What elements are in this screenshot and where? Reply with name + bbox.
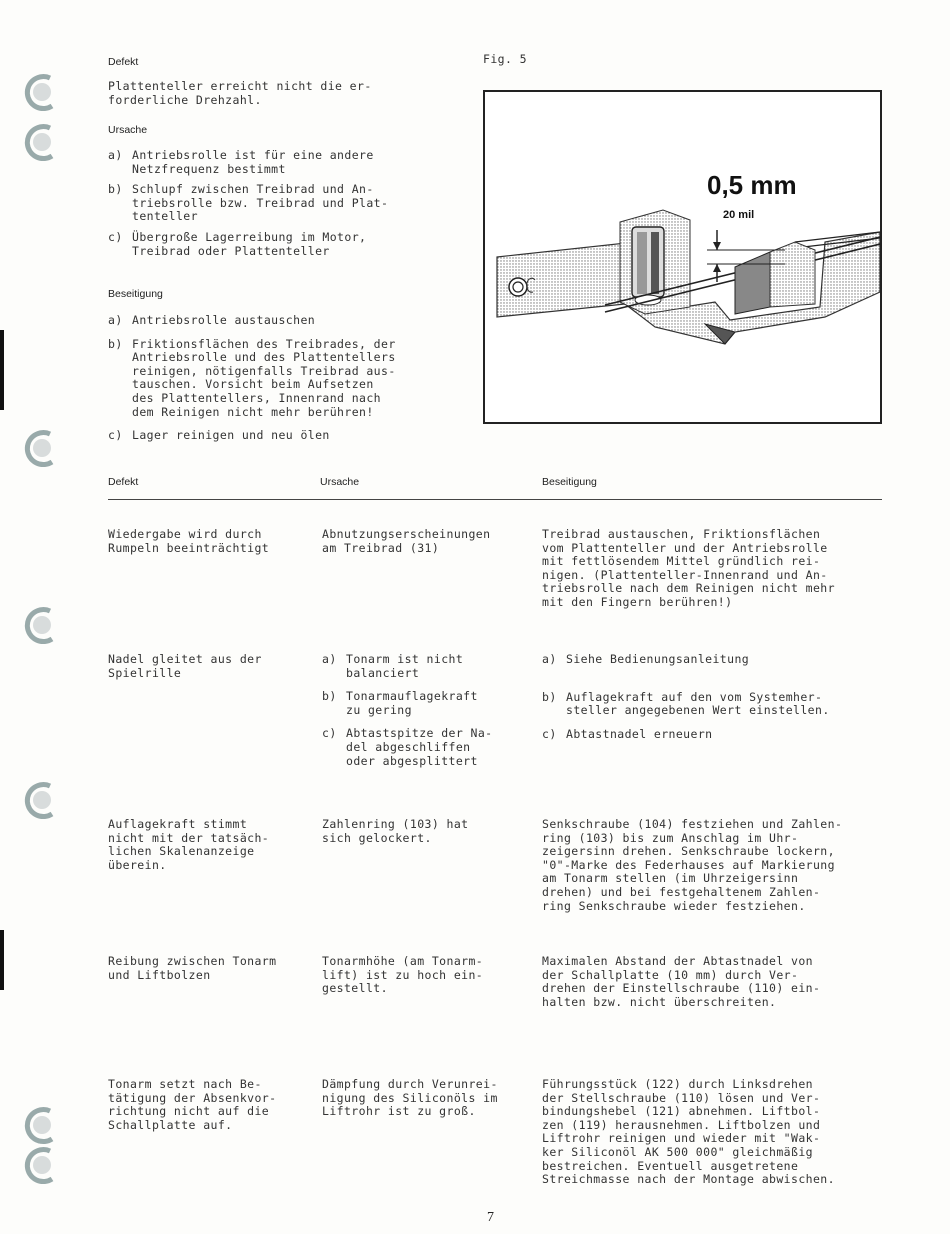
- table-row-defekt: Tonarm setzt nach Be- tätigung der Absenkvor- richtung nicht auf die Schallplatte auf.: [108, 1077, 277, 1132]
- ursache-item: b) Schlupf zwischen Treibrad und An- triebsrolle bzw. Treibrad und Plat- tenteller: [108, 182, 389, 224]
- ursache-item: a) Antriebsrolle ist für eine andere Netzfrequenz bestimmt: [108, 148, 374, 176]
- table-row-ursache: Dämpfung durch Verunrei- nigung des Siliconöls im Liftrohr ist zu groß.: [322, 1077, 498, 1119]
- measure-mm: 0,5 mm: [707, 170, 797, 200]
- binder-hole: [20, 428, 60, 468]
- binder-hole: [20, 122, 60, 162]
- binder-hole: [20, 72, 60, 112]
- header-ursache: Ursache: [320, 476, 360, 488]
- table-row-ursache: Zahlenring (103) hat sich gelockert.: [322, 817, 469, 845]
- defekt-text: Plattenteller erreicht nicht die er- forderliche Drehzahl.: [108, 79, 372, 107]
- binder-hole: [20, 1105, 60, 1145]
- beseitigung-item: b) Friktionsflächen des Treibrades, der Antriebsrolle und des Plattentellers reinigen, nötigenfalls Treibrad aus- tauschen. Vorsicht beim Aufsetzen des Plattentellers, Innenrand nach dem Reinigen nicht mehr berühren!: [108, 336, 396, 419]
- tonearm-lift-diagram: [485, 92, 880, 422]
- list-item: b) Auflagekraft auf den vom Systemher- steller angegebenen Wert einstellen.: [542, 689, 830, 718]
- table-row-defekt: Auflagekraft stimmt nicht mit der tatsäch- lichen Skalenanzeige überein.: [108, 817, 270, 872]
- header-rule: [108, 499, 882, 500]
- figure-5: [483, 90, 882, 424]
- header-beseitigung: Beseitigung: [542, 476, 597, 488]
- list-item: c) Abtastnadel erneuern: [542, 726, 713, 741]
- list-item: c) Abtastspitze der Na- del abgeschliffen oder abgesplittert: [322, 726, 493, 768]
- beseitigung-list: [108, 314, 458, 443]
- beseitigung-item: c) Lager reinigen und neu ölen: [108, 428, 330, 443]
- list-item: b) Tonarmauflagekraft zu gering: [322, 689, 478, 717]
- table-row-defekt: Wiedergabe wird durch Rumpeln beeinträchtigt: [108, 527, 270, 555]
- table-row-ursache: Tonarmhöhe (am Tonarm- lift) ist zu hoch ein- gestellt.: [322, 954, 484, 996]
- list-item: a) Siehe Bedienungsanleitung: [542, 652, 750, 666]
- ursache-label: Ursache: [108, 124, 148, 136]
- header-defekt: Defekt: [108, 476, 139, 488]
- binder-hole: [20, 780, 60, 820]
- scan-edge-mark: [0, 930, 4, 990]
- measure-mil: 20 mil: [723, 209, 755, 221]
- table-row-defekt: Reibung zwischen Tonarm und Liftbolzen: [108, 954, 277, 982]
- list-item: a) Tonarm ist nicht balanciert: [322, 652, 464, 680]
- table-row-beseitigung: Treibrad austauschen, Friktionsflächen vom Plattenteller und der Antriebsrolle mit fettlösendem Mittel gründlich rei- nigen. (Plattenteller-Innenrand und An- triebsrolle nach dem Reinigen nicht mehr mit den Fingern berühren!): [542, 527, 835, 609]
- binder-hole: [20, 1145, 60, 1185]
- table-row-beseitigung: Maximalen Abstand der Abtastnadel von der Schallplatte (10 mm) durch Ver- drehen der Einstellschraube (110) ein- halten bzw. nicht überschreiten.: [542, 954, 821, 1009]
- table-row-ursache: [322, 653, 532, 768]
- defekt-label: Defekt: [108, 56, 139, 68]
- beseitigung-label: Beseitigung: [108, 288, 163, 300]
- figure-caption: Fig. 5: [483, 52, 527, 66]
- scan-edge-mark: [0, 330, 4, 410]
- table-row-ursache: Abnutzungserscheinungen am Treibrad (31): [322, 527, 491, 555]
- table-row-beseitigung: Senkschraube (104) festziehen und Zahlen- ring (103) bis zum Anschlag im Uhr- zeigersinn drehen. Senkschraube lockern, "0"-Marke des Federhauses auf Markierung am Tonarm stellen (im Uhrzeigersinn drehen) und bei festgehaltenem Zahlen- ring Senkschraube wieder festziehen.: [542, 817, 843, 913]
- table-row-defekt: Nadel gleitet aus der Spielrille: [108, 652, 262, 680]
- page-number: 7: [487, 1210, 494, 1225]
- beseitigung-item: a) Antriebsrolle austauschen: [108, 313, 316, 327]
- binder-hole: [20, 605, 60, 645]
- ursache-item: c) Übergroße Lagerreibung im Motor, Treibrad oder Plattenteller: [108, 229, 367, 258]
- ursache-list: [108, 149, 458, 258]
- table-row-beseitigung: [542, 653, 882, 741]
- table-row-beseitigung: Führungsstück (122) durch Linksdrehen der Stellschraube (110) lösen und Ver- bindungshebel (121) abnehmen. Liftbol- zen (119) herausnehmen. Liftbolzen und Liftrohr reinigen und wieder mit "Wak- ker Siliconöl AK 500 000" gleichmäßig bestreichen. Eventuell ausgetretene Streichmasse nach der Montage abwischen.: [542, 1077, 835, 1187]
